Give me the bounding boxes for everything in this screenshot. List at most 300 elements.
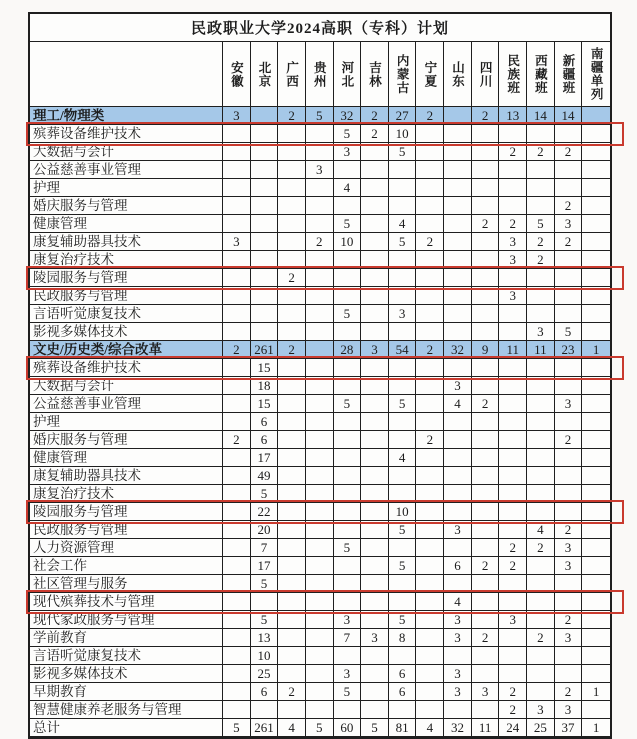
table-row bbox=[30, 719, 610, 737]
plan-cell bbox=[416, 377, 444, 395]
plan-cell: 2 bbox=[361, 107, 389, 125]
column-header: 山东 bbox=[444, 42, 472, 107]
plan-cell: 3 bbox=[555, 395, 583, 413]
plan-cell bbox=[444, 107, 472, 125]
plan-cell bbox=[527, 305, 555, 323]
plan-cell bbox=[223, 179, 251, 197]
plan-cell bbox=[223, 287, 251, 305]
row-label: 社区管理与服务 bbox=[30, 575, 223, 593]
table-title: 民政职业大学2024高职（专科）计划 bbox=[30, 14, 610, 42]
plan-cell bbox=[527, 485, 555, 503]
plan-cell: 261 bbox=[251, 719, 279, 737]
column-header: 南疆单列 bbox=[582, 42, 610, 107]
plan-cell bbox=[444, 287, 472, 305]
plan-cell: 2 bbox=[499, 215, 527, 233]
plan-cell bbox=[389, 269, 417, 287]
plan-cell: 2 bbox=[278, 341, 306, 359]
plan-cell bbox=[278, 467, 306, 485]
plan-cell: 2 bbox=[555, 233, 583, 251]
plan-cell bbox=[416, 503, 444, 521]
plan-cell bbox=[472, 539, 500, 557]
plan-cell bbox=[251, 269, 279, 287]
plan-cell bbox=[472, 665, 500, 683]
plan-cell bbox=[582, 701, 610, 719]
plan-cell bbox=[361, 161, 389, 179]
plan-cell bbox=[251, 305, 279, 323]
plan-cell bbox=[582, 215, 610, 233]
plan-cell bbox=[306, 215, 334, 233]
column-header-row bbox=[30, 42, 610, 107]
plan-cell bbox=[306, 629, 334, 647]
plan-cell bbox=[555, 485, 583, 503]
plan-cell: 2 bbox=[223, 341, 251, 359]
plan-cell bbox=[306, 593, 334, 611]
plan-cell bbox=[555, 467, 583, 485]
plan-cell bbox=[223, 197, 251, 215]
plan-cell: 4 bbox=[416, 719, 444, 737]
row-label: 民政服务与管理 bbox=[30, 521, 223, 539]
plan-cell: 25 bbox=[527, 719, 555, 737]
plan-cell bbox=[361, 143, 389, 161]
plan-cell bbox=[499, 377, 527, 395]
plan-cell bbox=[499, 269, 527, 287]
plan-cell: 5 bbox=[389, 611, 417, 629]
row-label: 言语听觉康复技术 bbox=[30, 305, 223, 323]
plan-cell bbox=[389, 197, 417, 215]
section-row bbox=[30, 107, 610, 125]
plan-cell bbox=[499, 593, 527, 611]
plan-cell bbox=[306, 449, 334, 467]
table-row bbox=[30, 593, 610, 611]
plan-cell bbox=[582, 557, 610, 575]
plan-cell bbox=[582, 503, 610, 521]
plan-cell bbox=[361, 647, 389, 665]
plan-cell bbox=[582, 125, 610, 143]
plan-cell bbox=[472, 161, 500, 179]
column-header: 内蒙古 bbox=[389, 42, 417, 107]
table-row bbox=[30, 467, 610, 485]
plan-cell bbox=[555, 575, 583, 593]
plan-cell bbox=[499, 323, 527, 341]
plan-cell bbox=[582, 107, 610, 125]
row-label: 康复辅助器具技术 bbox=[30, 233, 223, 251]
plan-cell bbox=[361, 305, 389, 323]
plan-cell bbox=[416, 485, 444, 503]
plan-cell: 5 bbox=[334, 395, 362, 413]
plan-cell bbox=[527, 503, 555, 521]
plan-cell bbox=[278, 161, 306, 179]
plan-cell bbox=[251, 107, 279, 125]
plan-cell bbox=[444, 125, 472, 143]
plan-cell: 2 bbox=[361, 125, 389, 143]
plan-cell bbox=[527, 647, 555, 665]
plan-cell bbox=[555, 413, 583, 431]
plan-cell bbox=[499, 665, 527, 683]
plan-cell: 8 bbox=[389, 629, 417, 647]
plan-cell bbox=[306, 647, 334, 665]
plan-cell bbox=[223, 593, 251, 611]
plan-cell: 2 bbox=[499, 683, 527, 701]
row-label: 现代殡葬技术与管理 bbox=[30, 593, 223, 611]
column-header: 宁夏 bbox=[416, 42, 444, 107]
plan-cell bbox=[278, 431, 306, 449]
plan-cell: 2 bbox=[555, 143, 583, 161]
plan-cell: 11 bbox=[499, 341, 527, 359]
plan-cell: 1 bbox=[582, 341, 610, 359]
plan-cell: 3 bbox=[499, 251, 527, 269]
plan-cell: 2 bbox=[499, 539, 527, 557]
plan-cell bbox=[278, 125, 306, 143]
plan-cell bbox=[361, 683, 389, 701]
plan-cell bbox=[416, 125, 444, 143]
plan-cell: 4 bbox=[444, 395, 472, 413]
plan-cell bbox=[306, 431, 334, 449]
row-label: 大数据与会计 bbox=[30, 143, 223, 161]
plan-cell bbox=[416, 143, 444, 161]
plan-cell bbox=[306, 323, 334, 341]
plan-cell bbox=[278, 539, 306, 557]
plan-cell bbox=[278, 377, 306, 395]
plan-cell: 3 bbox=[444, 629, 472, 647]
plan-cell bbox=[223, 701, 251, 719]
row-label: 陵园服务与管理 bbox=[30, 503, 223, 521]
plan-cell bbox=[223, 629, 251, 647]
plan-cell bbox=[334, 377, 362, 395]
plan-cell bbox=[416, 323, 444, 341]
plan-cell bbox=[334, 161, 362, 179]
plan-cell bbox=[223, 503, 251, 521]
plan-cell bbox=[444, 323, 472, 341]
plan-cell bbox=[361, 197, 389, 215]
plan-cell bbox=[555, 593, 583, 611]
row-label: 智慧健康养老服务与管理 bbox=[30, 701, 223, 719]
plan-cell bbox=[361, 431, 389, 449]
plan-cell bbox=[444, 269, 472, 287]
plan-cell bbox=[306, 269, 334, 287]
plan-cell: 2 bbox=[527, 143, 555, 161]
plan-cell bbox=[306, 413, 334, 431]
plan-cell bbox=[223, 557, 251, 575]
plan-cell bbox=[361, 593, 389, 611]
plan-cell bbox=[389, 701, 417, 719]
plan-cell bbox=[389, 377, 417, 395]
plan-cell bbox=[444, 197, 472, 215]
plan-cell bbox=[306, 611, 334, 629]
plan-cell bbox=[472, 449, 500, 467]
plan-cell bbox=[251, 323, 279, 341]
plan-cell bbox=[361, 557, 389, 575]
plan-cell bbox=[472, 125, 500, 143]
plan-cell bbox=[499, 359, 527, 377]
plan-cell: 14 bbox=[527, 107, 555, 125]
plan-cell bbox=[499, 197, 527, 215]
plan-cell bbox=[361, 215, 389, 233]
table-row bbox=[30, 665, 610, 683]
plan-cell bbox=[472, 269, 500, 287]
row-label: 早期教育 bbox=[30, 683, 223, 701]
plan-cell: 2 bbox=[416, 341, 444, 359]
plan-cell bbox=[306, 395, 334, 413]
table-row bbox=[30, 683, 610, 701]
plan-cell: 5 bbox=[334, 683, 362, 701]
row-label: 学前教育 bbox=[30, 629, 223, 647]
plan-cell bbox=[361, 611, 389, 629]
plan-cell bbox=[499, 431, 527, 449]
plan-cell bbox=[444, 485, 472, 503]
plan-cell: 3 bbox=[444, 377, 472, 395]
plan-cell bbox=[306, 359, 334, 377]
plan-cell bbox=[416, 215, 444, 233]
plan-cell bbox=[582, 485, 610, 503]
plan-cell bbox=[527, 359, 555, 377]
plan-cell bbox=[389, 431, 417, 449]
table-row bbox=[30, 449, 610, 467]
plan-cell bbox=[527, 431, 555, 449]
plan-cell bbox=[582, 575, 610, 593]
plan-cell bbox=[527, 611, 555, 629]
plan-cell bbox=[278, 647, 306, 665]
plan-cell bbox=[555, 269, 583, 287]
plan-cell bbox=[278, 143, 306, 161]
plan-cell bbox=[251, 701, 279, 719]
plan-cell bbox=[472, 287, 500, 305]
plan-cell: 5 bbox=[389, 143, 417, 161]
plan-cell: 2 bbox=[472, 395, 500, 413]
plan-cell: 2 bbox=[555, 683, 583, 701]
plan-cell: 20 bbox=[251, 521, 279, 539]
section-row bbox=[30, 341, 610, 359]
plan-cell: 2 bbox=[472, 215, 500, 233]
plan-cell bbox=[582, 521, 610, 539]
plan-cell: 23 bbox=[555, 341, 583, 359]
plan-cell bbox=[472, 197, 500, 215]
plan-cell bbox=[527, 683, 555, 701]
row-label: 言语听觉康复技术 bbox=[30, 647, 223, 665]
plan-cell bbox=[278, 449, 306, 467]
plan-cell: 3 bbox=[555, 557, 583, 575]
plan-cell bbox=[223, 539, 251, 557]
plan-cell: 2 bbox=[278, 107, 306, 125]
plan-cell bbox=[555, 161, 583, 179]
plan-cell: 25 bbox=[251, 665, 279, 683]
plan-cell bbox=[416, 575, 444, 593]
plan-cell bbox=[582, 647, 610, 665]
plan-cell bbox=[389, 413, 417, 431]
plan-cell: 3 bbox=[223, 233, 251, 251]
plan-cell bbox=[472, 233, 500, 251]
plan-cell bbox=[334, 269, 362, 287]
plan-cell: 3 bbox=[444, 665, 472, 683]
plan-cell: 32 bbox=[334, 107, 362, 125]
plan-cell: 9 bbox=[472, 341, 500, 359]
plan-cell bbox=[223, 611, 251, 629]
plan-cell: 4 bbox=[444, 593, 472, 611]
plan-cell bbox=[278, 701, 306, 719]
plan-cell: 1 bbox=[582, 719, 610, 737]
plan-cell: 3 bbox=[499, 611, 527, 629]
plan-cell bbox=[555, 179, 583, 197]
row-label: 康复辅助器具技术 bbox=[30, 467, 223, 485]
row-label: 健康管理 bbox=[30, 449, 223, 467]
plan-cell bbox=[251, 251, 279, 269]
plan-cell bbox=[223, 359, 251, 377]
column-header: 贵州 bbox=[306, 42, 334, 107]
plan-cell bbox=[472, 521, 500, 539]
plan-cell bbox=[555, 359, 583, 377]
plan-cell bbox=[527, 449, 555, 467]
plan-cell bbox=[416, 557, 444, 575]
plan-cell: 3 bbox=[389, 305, 417, 323]
plan-cell: 5 bbox=[251, 575, 279, 593]
plan-cell bbox=[499, 521, 527, 539]
plan-cell: 24 bbox=[499, 719, 527, 737]
plan-cell: 3 bbox=[555, 215, 583, 233]
plan-cell bbox=[278, 323, 306, 341]
plan-cell bbox=[444, 215, 472, 233]
plan-cell: 2 bbox=[499, 701, 527, 719]
plan-cell bbox=[278, 287, 306, 305]
plan-cell bbox=[389, 251, 417, 269]
plan-cell bbox=[416, 665, 444, 683]
plan-cell bbox=[361, 179, 389, 197]
plan-cell bbox=[278, 413, 306, 431]
plan-cell bbox=[361, 413, 389, 431]
plan-cell bbox=[251, 593, 279, 611]
plan-cell bbox=[223, 251, 251, 269]
table-row bbox=[30, 377, 610, 395]
plan-cell bbox=[444, 359, 472, 377]
plan-cell bbox=[223, 377, 251, 395]
plan-cell bbox=[472, 305, 500, 323]
plan-cell bbox=[334, 503, 362, 521]
plan-cell bbox=[416, 161, 444, 179]
plan-cell bbox=[582, 305, 610, 323]
table-row bbox=[30, 521, 610, 539]
plan-cell bbox=[582, 377, 610, 395]
table-row bbox=[30, 197, 610, 215]
plan-cell: 10 bbox=[389, 125, 417, 143]
plan-cell bbox=[416, 593, 444, 611]
row-label: 社会工作 bbox=[30, 557, 223, 575]
plan-cell bbox=[223, 305, 251, 323]
plan-cell bbox=[472, 431, 500, 449]
plan-cell bbox=[416, 179, 444, 197]
plan-cell: 6 bbox=[389, 683, 417, 701]
plan-cell bbox=[444, 701, 472, 719]
plan-cell bbox=[306, 197, 334, 215]
column-header: 新疆班 bbox=[555, 42, 583, 107]
plan-cell bbox=[416, 629, 444, 647]
plan-cell bbox=[361, 233, 389, 251]
plan-cell bbox=[527, 575, 555, 593]
column-header: 西藏班 bbox=[527, 42, 555, 107]
row-label: 康复治疗技术 bbox=[30, 251, 223, 269]
plan-cell bbox=[278, 251, 306, 269]
plan-cell bbox=[223, 647, 251, 665]
plan-cell bbox=[499, 629, 527, 647]
plan-cell: 15 bbox=[251, 359, 279, 377]
plan-cell bbox=[444, 539, 472, 557]
plan-cell: 5 bbox=[389, 521, 417, 539]
plan-cell: 3 bbox=[527, 701, 555, 719]
plan-cell: 2 bbox=[527, 233, 555, 251]
plan-cell bbox=[555, 377, 583, 395]
plan-cell bbox=[499, 161, 527, 179]
column-header: 四川 bbox=[472, 42, 500, 107]
plan-cell: 5 bbox=[361, 719, 389, 737]
table-row bbox=[30, 395, 610, 413]
plan-cell bbox=[527, 593, 555, 611]
row-label: 健康管理 bbox=[30, 215, 223, 233]
plan-cell bbox=[472, 179, 500, 197]
plan-cell bbox=[416, 611, 444, 629]
plan-cell bbox=[306, 557, 334, 575]
plan-cell bbox=[499, 179, 527, 197]
plan-cell bbox=[499, 467, 527, 485]
column-header: 河北 bbox=[334, 42, 362, 107]
plan-cell: 3 bbox=[555, 539, 583, 557]
plan-cell bbox=[444, 305, 472, 323]
plan-cell bbox=[251, 125, 279, 143]
plan-cell bbox=[499, 575, 527, 593]
plan-cell bbox=[555, 287, 583, 305]
plan-cell: 6 bbox=[251, 683, 279, 701]
plan-cell bbox=[223, 521, 251, 539]
plan-cell bbox=[499, 125, 527, 143]
plan-cell bbox=[278, 521, 306, 539]
plan-cell bbox=[251, 161, 279, 179]
plan-cell bbox=[223, 575, 251, 593]
plan-cell bbox=[416, 269, 444, 287]
plan-cell: 2 bbox=[472, 629, 500, 647]
plan-cell bbox=[334, 287, 362, 305]
plan-cell: 5 bbox=[334, 305, 362, 323]
plan-cell bbox=[334, 413, 362, 431]
plan-cell: 7 bbox=[251, 539, 279, 557]
plan-cell: 3 bbox=[555, 701, 583, 719]
plan-cell bbox=[306, 575, 334, 593]
plan-cell bbox=[527, 413, 555, 431]
plan-cell bbox=[361, 467, 389, 485]
plan-cell bbox=[334, 647, 362, 665]
table-row bbox=[30, 269, 610, 287]
plan-cell bbox=[472, 593, 500, 611]
table-row bbox=[30, 647, 610, 665]
plan-cell bbox=[444, 179, 472, 197]
plan-cell bbox=[582, 287, 610, 305]
plan-cell: 2 bbox=[555, 197, 583, 215]
row-label: 影视多媒体技术 bbox=[30, 665, 223, 683]
plan-cell: 5 bbox=[306, 719, 334, 737]
plan-cell: 6 bbox=[251, 431, 279, 449]
table-row bbox=[30, 485, 610, 503]
plan-cell bbox=[472, 647, 500, 665]
plan-cell bbox=[472, 323, 500, 341]
plan-cell bbox=[306, 377, 334, 395]
plan-cell: 5 bbox=[334, 125, 362, 143]
table-row bbox=[30, 359, 610, 377]
plan-cell bbox=[334, 323, 362, 341]
plan-cell bbox=[527, 665, 555, 683]
plan-cell: 2 bbox=[499, 143, 527, 161]
plan-cell bbox=[334, 557, 362, 575]
plan-cell: 5 bbox=[223, 719, 251, 737]
plan-cell bbox=[416, 449, 444, 467]
plan-cell bbox=[389, 323, 417, 341]
plan-cell bbox=[389, 359, 417, 377]
plan-cell bbox=[334, 467, 362, 485]
plan-cell bbox=[306, 305, 334, 323]
